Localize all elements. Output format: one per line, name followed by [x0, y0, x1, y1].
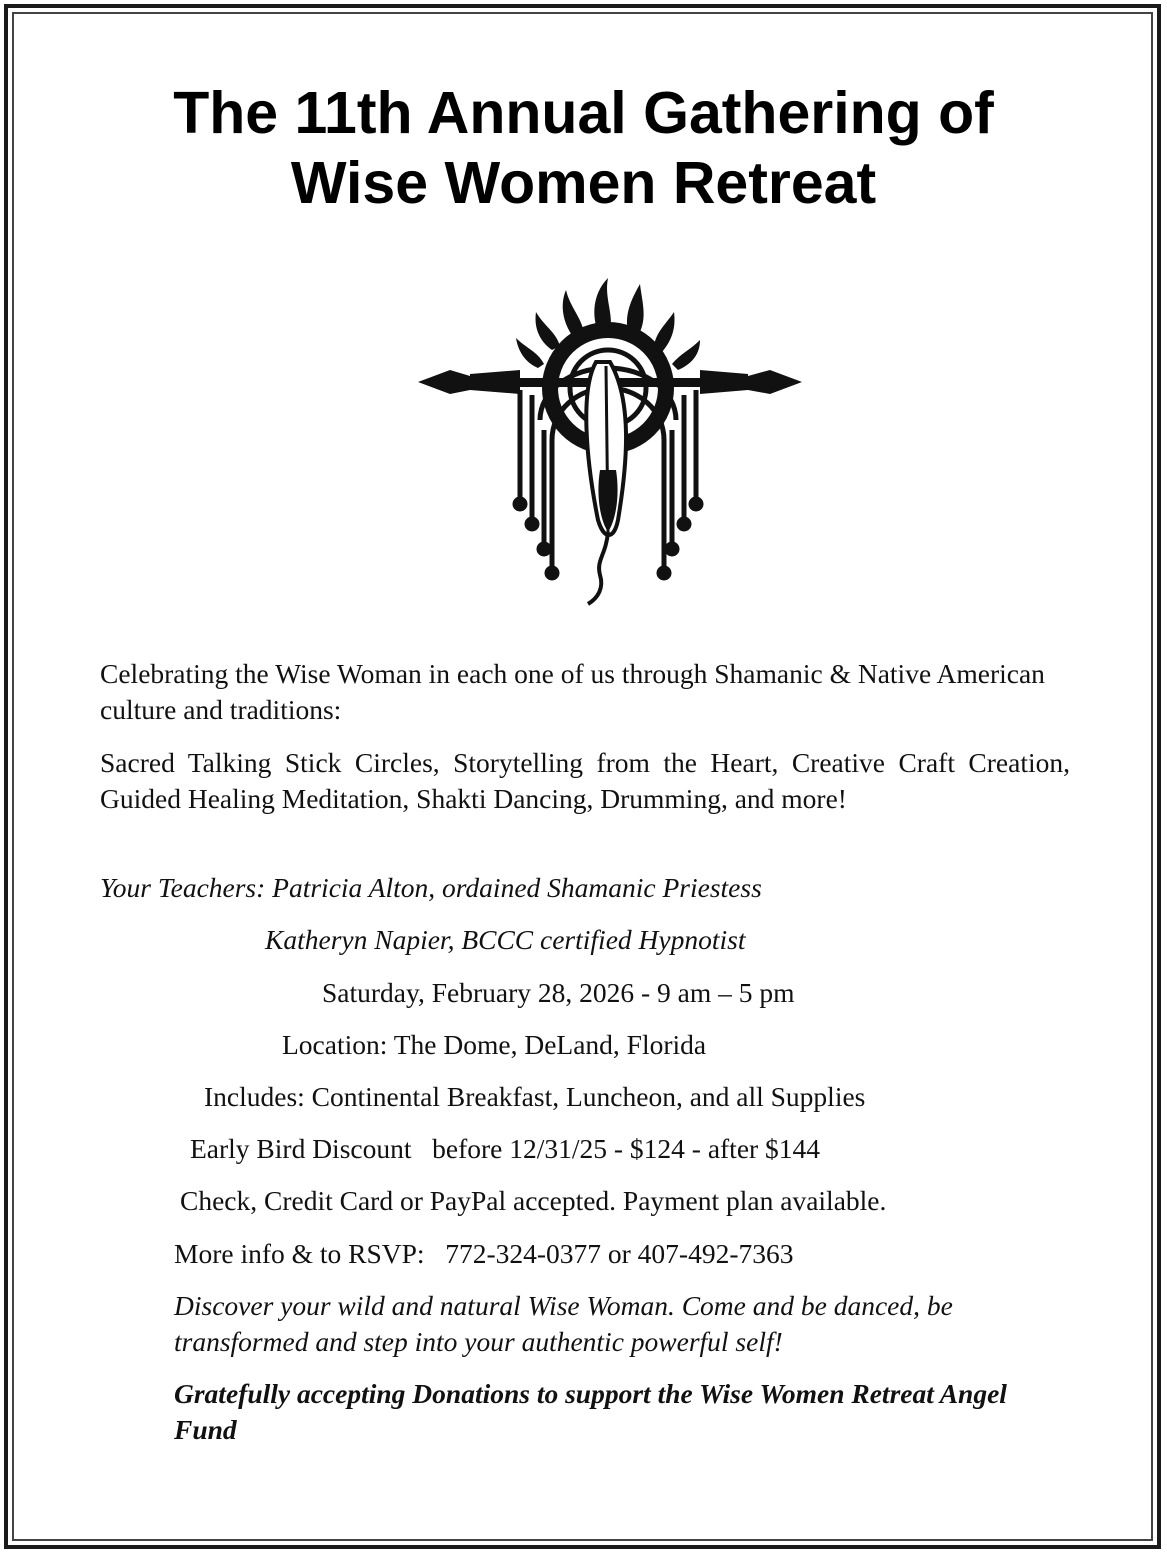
teachers-line-1: Your Teachers: Patricia Alton, ordained Shamanic Priestess [100, 872, 762, 903]
donations-note: Gratefully accepting Donations to support the Wise Women Retreat Angel Fund [174, 1378, 1007, 1445]
feather-icon [586, 362, 626, 604]
discover-tagline: Discover your wild and natural Wise Woman. Come and be danced, be transformed and step into your authentic powerful self! [174, 1290, 953, 1357]
intro-paragraph: Celebrating the Wise Woman in each one of us through Shamanic & Native American culture and traditions: [100, 658, 1045, 725]
teachers-line-2: Katheryn Napier, BCCC certified Hypnotist [265, 924, 746, 955]
event-includes: Includes: Continental Breakfast, Luncheon, and all Supplies [204, 1081, 866, 1112]
bear-paw-arrow-feather-icon [410, 270, 810, 615]
title-line-2: Wise Women Retreat [290, 150, 877, 216]
early-bird-pricing: Early Bird Discount before 12/31/25 - $124 - after $144 [190, 1133, 821, 1164]
flyer-title [60, 78, 1107, 218]
event-date: Saturday, February 28, 2026 - 9 am – 5 pm [322, 977, 795, 1008]
activities-paragraph: Sacred Talking Stick Circles, Storytelling from the Heart, Creative Craft Creation, Guided Healing Meditation, Shakti Dancing, Drumming, and more! [100, 747, 1070, 814]
title-line-1: The 11th Annual Gathering of [173, 80, 994, 146]
event-location: Location: The Dome, DeLand, Florida [282, 1029, 707, 1060]
payment-options: Check, Credit Card or PayPal accepted. Payment plan available. [180, 1185, 887, 1216]
rsvp-contact: More info & to RSVP: 772-324-0377 or 407-492-7363 [174, 1238, 794, 1269]
